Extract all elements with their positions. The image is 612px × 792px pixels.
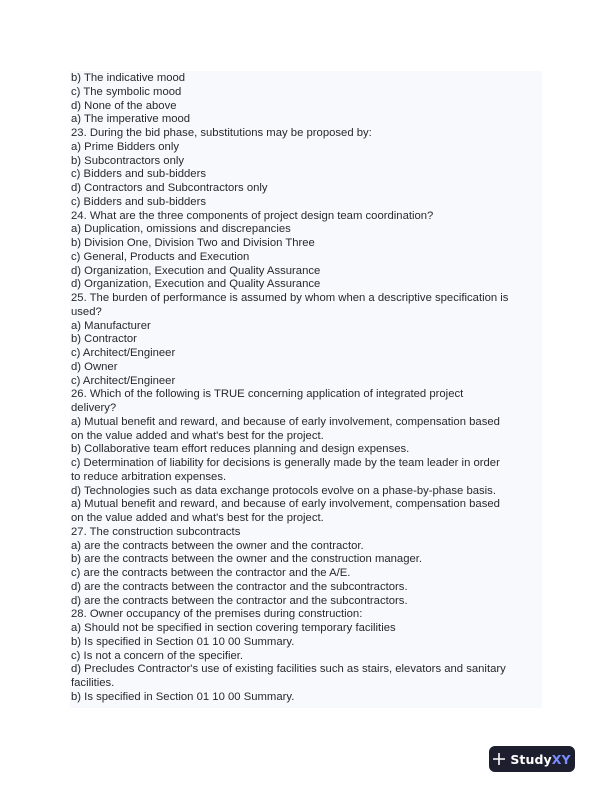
text-line: a) are the contracts between the owner and the contractor. [71,539,364,552]
text-line: d) Contractors and Subcontractors only [71,182,268,194]
document-body [70,71,542,708]
text-line: b) are the contracts between the owner and the construction manager. [71,553,423,566]
text-line: c) General, Products and Execution [71,250,250,263]
text-line: b) Collaborative team effort reduces planning and design expenses. [71,443,410,456]
text-line: 28. Owner occupancy of the premises during construction: [71,608,363,621]
text-line: d) Technologies such as data exchange protocols evolve on a phase-by-phase basis. [71,484,496,497]
text-line: on the value added and what's best for the project. [71,429,324,442]
text-line: 27. The construction subcontracts [71,525,241,538]
text-line: a) Prime Bidders only [71,140,179,153]
text-line: b) Subcontractors only [71,154,185,167]
text-line: 26. Which of the following is TRUE concerning application of integrated project [71,388,464,401]
text-line: c) Architect/Engineer [71,347,176,359]
text-line: c) Bidders and sub-bidders [71,195,207,208]
text-line: b) The indicative mood [71,72,186,84]
text-line: b) Contractor [71,333,137,346]
text-line: used? [71,305,102,318]
text-line: c) Is not a concern of the specifier. [71,649,244,662]
studyxy-logo-badge[interactable] [489,746,575,772]
text-line: d) Precludes Contractor's use of existing facilities such as stairs, elevators and sanitary [71,663,506,676]
text-line: d) are the contracts between the contractor and the subcontractors. [71,580,408,593]
text-line: c) are the contracts between the contractor and the A/E. [71,567,351,579]
text-line: d) None of the above [71,99,177,112]
text-line: a) Mutual benefit and reward, and because of early involvement, compensation based [71,498,500,511]
text-line: c) Determination of liability for decisions is generally made by the team leader in order [71,457,500,469]
text-line: a) Mutual benefit and reward, and because of early involvement, compensation based [71,415,500,428]
text-line: to reduce arbitration expenses. [71,470,227,483]
text-line: facilities. [71,677,115,689]
plus-sparkle-icon [493,753,505,765]
text-line: 25. The burden of performance is assumed by whom when a descriptive specification is [71,292,509,304]
text-line: d) Organization, Execution and Quality Assurance [71,264,321,277]
brand-name [510,752,570,767]
text-line: c) Architect/Engineer [71,374,176,387]
text-line: b) Is specified in Section 01 10 00 Summary. [71,635,295,648]
text-line: delivery? [71,402,117,414]
text-line: a) Duplication, omissions and discrepancies [71,223,291,236]
text-line: 23. During the bid phase, substitutions may be proposed by: [71,127,372,139]
text-line: d) Organization, Execution and Quality Assurance [71,278,321,291]
text-line: c) The symbolic mood [71,85,182,98]
text-line: d) Owner [71,360,118,373]
text-line: on the value added and what's best for the project. [71,512,324,524]
text-line: b) Is specified in Section 01 10 00 Summary. [71,690,295,703]
brand-name-prefix: Study [510,751,552,767]
text-line: 24. What are the three components of project design team coordination? [71,209,434,222]
text-line: a) Manufacturer [71,319,151,332]
text-line: c) Bidders and sub-bidders [71,168,207,181]
text-line: d) are the contracts between the contractor and the subcontractors. [71,594,408,607]
text-line: a) Should not be specified in section covering temporary facilities [71,622,396,634]
brand-name-suffix: XY [551,751,571,767]
text-line: b) Division One, Division Two and Division Three [71,237,315,249]
text-line: a) The imperative mood [71,113,191,126]
